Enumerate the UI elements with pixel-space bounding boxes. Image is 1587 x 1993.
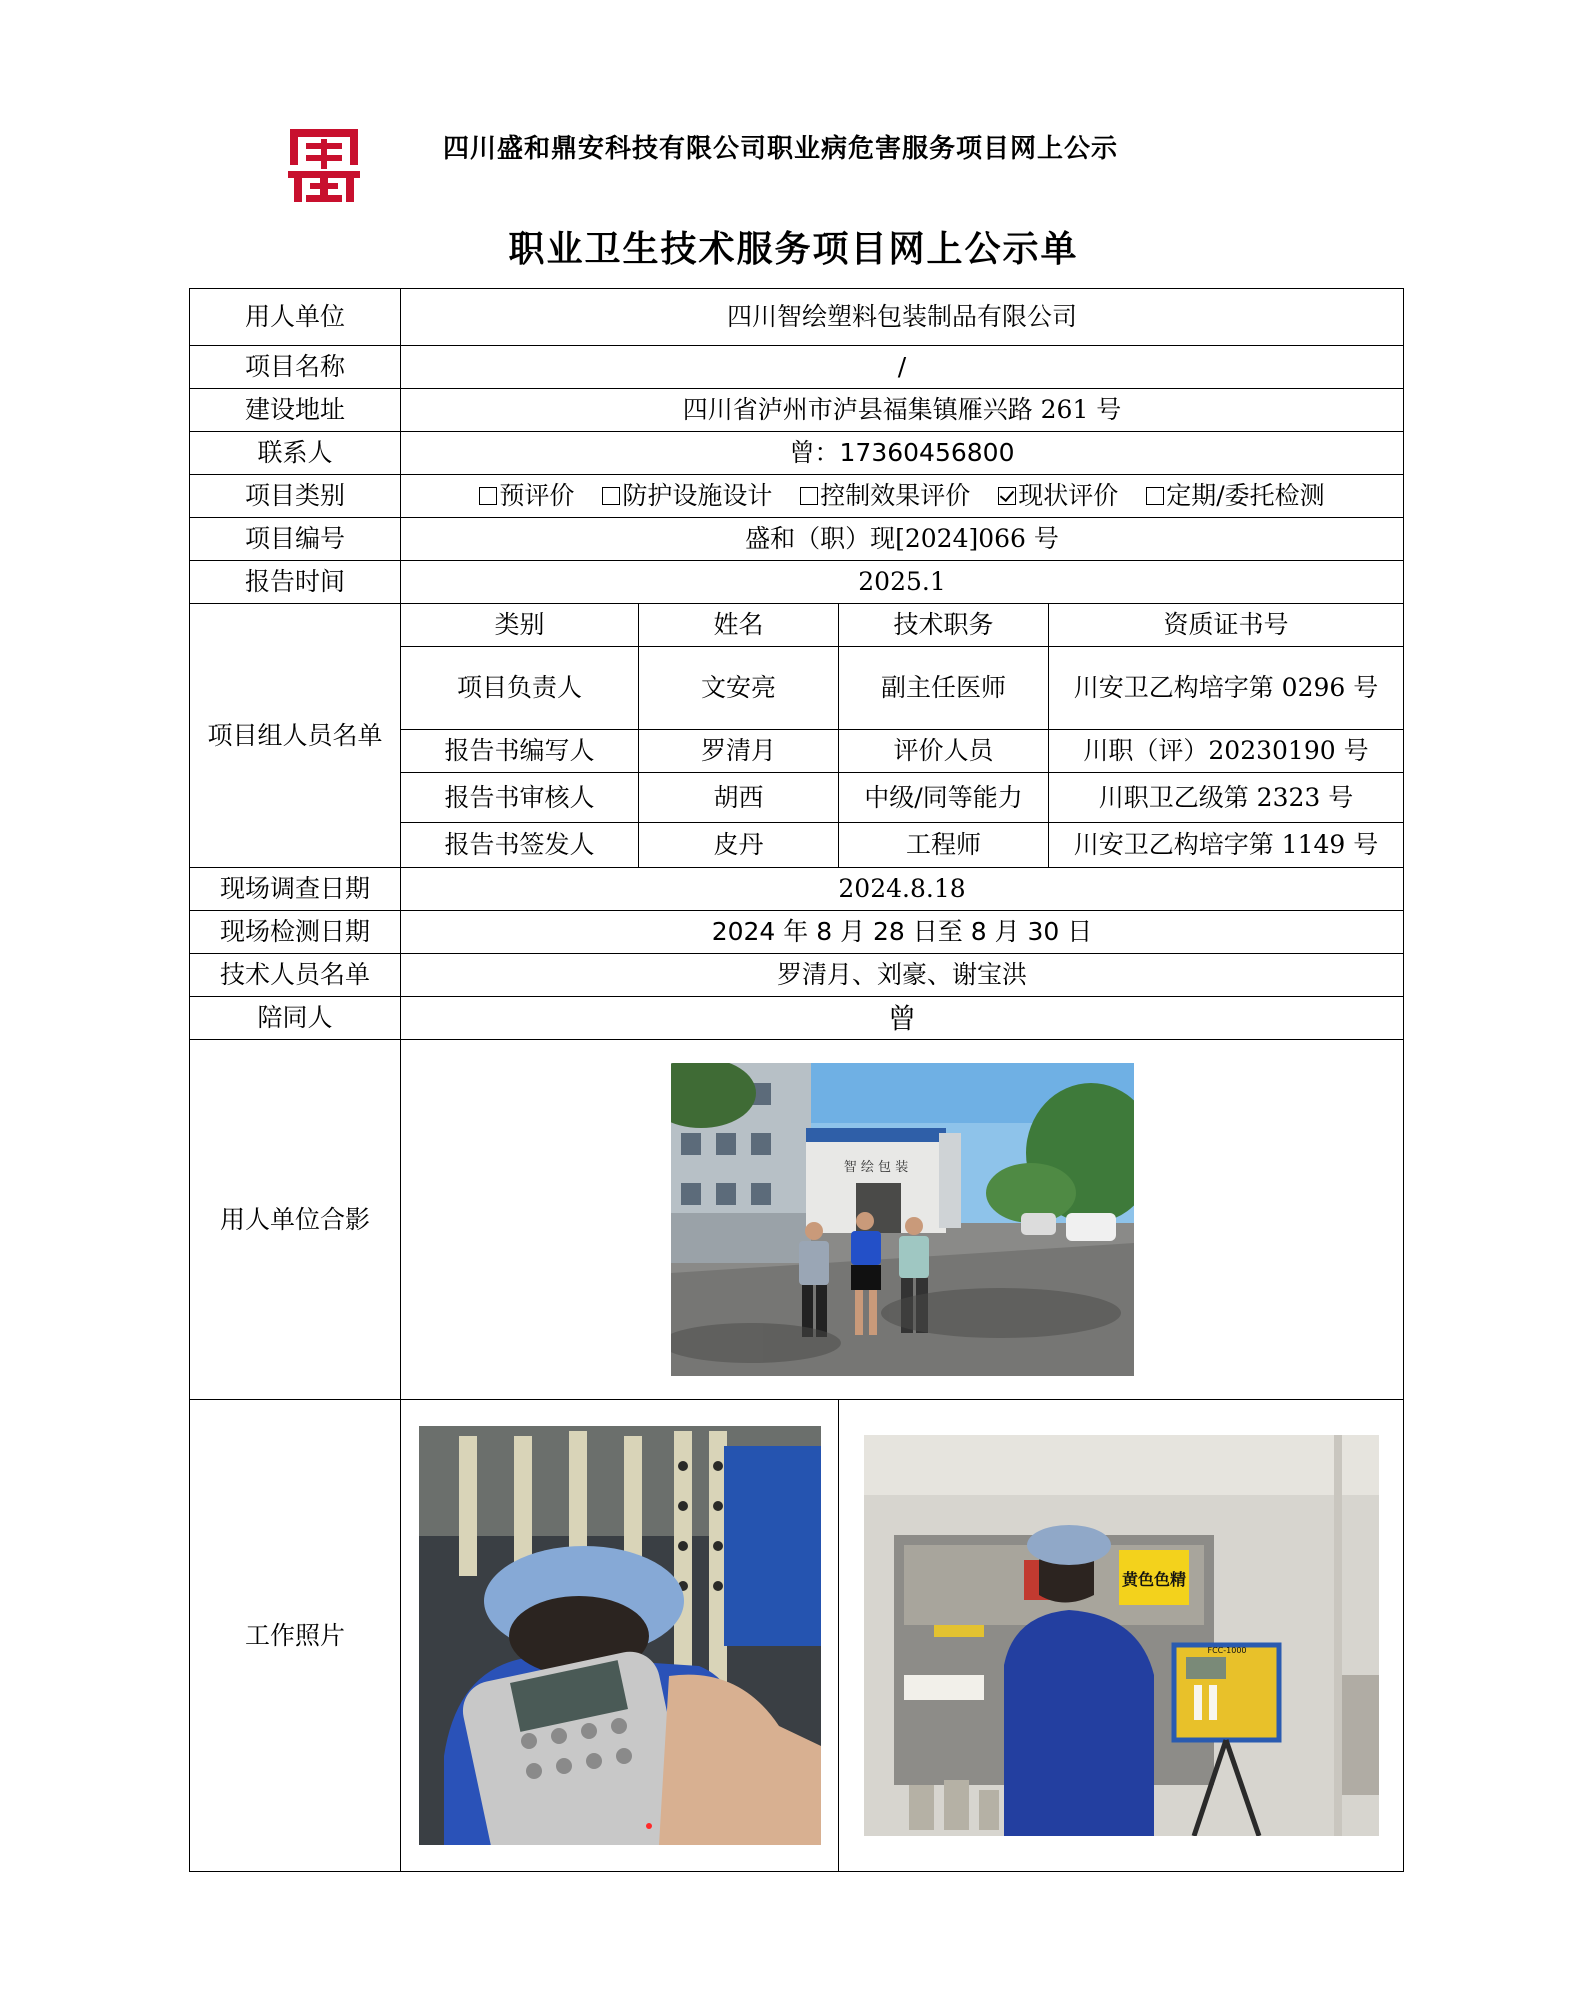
contact-label: 联系人 — [190, 432, 401, 475]
test-date-label: 现场检测日期 — [190, 911, 401, 954]
color-sign-text: 黄色色精 — [1121, 1570, 1186, 1589]
member-role: 报告书编写人 — [401, 730, 639, 773]
member-title: 评价人员 — [839, 730, 1049, 773]
report-time-label: 报告时间 — [190, 561, 401, 604]
device-model-text: FCC-1000 — [1206, 1646, 1247, 1655]
factory-sign-text: 智 绘 包 装 — [843, 1160, 908, 1175]
project-name-value: / — [401, 346, 1404, 389]
row-test-date — [190, 911, 1404, 954]
work-photo-noise-meter — [419, 1426, 821, 1845]
member-name: 罗清月 — [639, 730, 839, 773]
row-employer — [190, 289, 1404, 346]
member-cert: 川安卫乙构培字第 0296 号 — [1049, 647, 1404, 730]
member-cert: 川安卫乙构培字第 1149 号 — [1049, 823, 1404, 868]
category-label: 项目类别 — [190, 475, 401, 518]
group-photo-label: 用人单位合影 — [190, 1040, 401, 1400]
team-header-cert: 资质证书号 — [1049, 604, 1404, 647]
group-photo-cell — [401, 1040, 1404, 1400]
member-title: 副主任医师 — [839, 647, 1049, 730]
option-label: 现状评价 — [1018, 481, 1119, 511]
member-name: 胡西 — [639, 773, 839, 823]
project-no-label: 项目编号 — [190, 518, 401, 561]
checkbox-periodic-detection — [1146, 487, 1164, 505]
row-group-photo — [190, 1040, 1404, 1400]
tech-staff-label: 技术人员名单 — [190, 954, 401, 997]
member-cert: 川职卫乙级第 2323 号 — [1049, 773, 1404, 823]
document-title: 职业卫生技术服务项目网上公示单 — [508, 228, 1079, 270]
team-header-name: 姓名 — [639, 604, 839, 647]
row-address — [190, 389, 1404, 432]
project-no-value: 盛和（职）现[2024]066 号 — [401, 518, 1404, 561]
project-name-label: 项目名称 — [190, 346, 401, 389]
member-title: 工程师 — [839, 823, 1049, 868]
option-control-effect — [800, 480, 970, 511]
option-label: 控制效果评价 — [820, 481, 971, 511]
group-photo — [671, 1063, 1134, 1376]
option-status-evaluation — [998, 480, 1118, 511]
work-photo-left-cell — [401, 1400, 839, 1872]
checkbox-pre-evaluation — [479, 487, 497, 505]
member-role: 报告书审核人 — [401, 773, 639, 823]
option-label: 预评价 — [499, 481, 575, 511]
row-category — [190, 475, 1404, 518]
companion-label: 陪同人 — [190, 997, 401, 1040]
member-role: 项目负责人 — [401, 647, 639, 730]
survey-date-value: 2024.8.18 — [401, 868, 1404, 911]
team-header-title: 技术职务 — [839, 604, 1049, 647]
team-label: 项目组人员名单 — [190, 604, 401, 868]
member-name: 文安亮 — [639, 647, 839, 730]
row-survey-date — [190, 868, 1404, 911]
employer-label: 用人单位 — [190, 289, 401, 346]
address-label: 建设地址 — [190, 389, 401, 432]
team-header-row — [190, 604, 1404, 647]
checkbox-status-evaluation-checked — [998, 487, 1016, 505]
work-photo-sampler — [864, 1435, 1379, 1836]
member-role: 报告书签发人 — [401, 823, 639, 868]
option-pre-evaluation — [479, 480, 574, 511]
member-name: 皮丹 — [639, 823, 839, 868]
header-title: 四川盛和鼎安科技有限公司职业病危害服务项目网上公示 — [443, 134, 1119, 164]
row-project-no — [190, 518, 1404, 561]
row-work-photos — [190, 1400, 1404, 1872]
work-photo-right-cell — [839, 1400, 1404, 1872]
option-periodic-detection — [1146, 480, 1324, 511]
member-cert: 川职（评）20230190 号 — [1049, 730, 1404, 773]
companion-value: 曾 — [401, 997, 1404, 1040]
company-logo — [284, 125, 364, 205]
checkbox-control-effect — [800, 487, 818, 505]
option-label: 防护设施设计 — [622, 481, 773, 511]
tech-staff-value: 罗清月、刘豪、谢宝洪 — [401, 954, 1404, 997]
option-protection-design — [602, 480, 772, 511]
employer-value: 四川智绘塑料包装制品有限公司 — [401, 289, 1404, 346]
row-companion — [190, 997, 1404, 1040]
row-report-time — [190, 561, 1404, 604]
option-label: 定期/委托检测 — [1166, 481, 1325, 511]
address-value: 四川省泸州市泸县福集镇雁兴路 261 号 — [401, 389, 1404, 432]
category-options — [401, 475, 1404, 518]
row-tech-staff — [190, 954, 1404, 997]
report-time-value: 2025.1 — [401, 561, 1404, 604]
test-date-value: 2024 年 8 月 28 日至 8 月 30 日 — [401, 911, 1404, 954]
row-project-name — [190, 346, 1404, 389]
team-header-role: 类别 — [401, 604, 639, 647]
member-title: 中级/同等能力 — [839, 773, 1049, 823]
checkbox-protection-design — [602, 487, 620, 505]
survey-date-label: 现场调查日期 — [190, 868, 401, 911]
work-photos-label: 工作照片 — [190, 1400, 401, 1872]
row-contact — [190, 432, 1404, 475]
contact-value: 曾：17360456800 — [401, 432, 1404, 475]
disclosure-table — [189, 288, 1404, 1872]
